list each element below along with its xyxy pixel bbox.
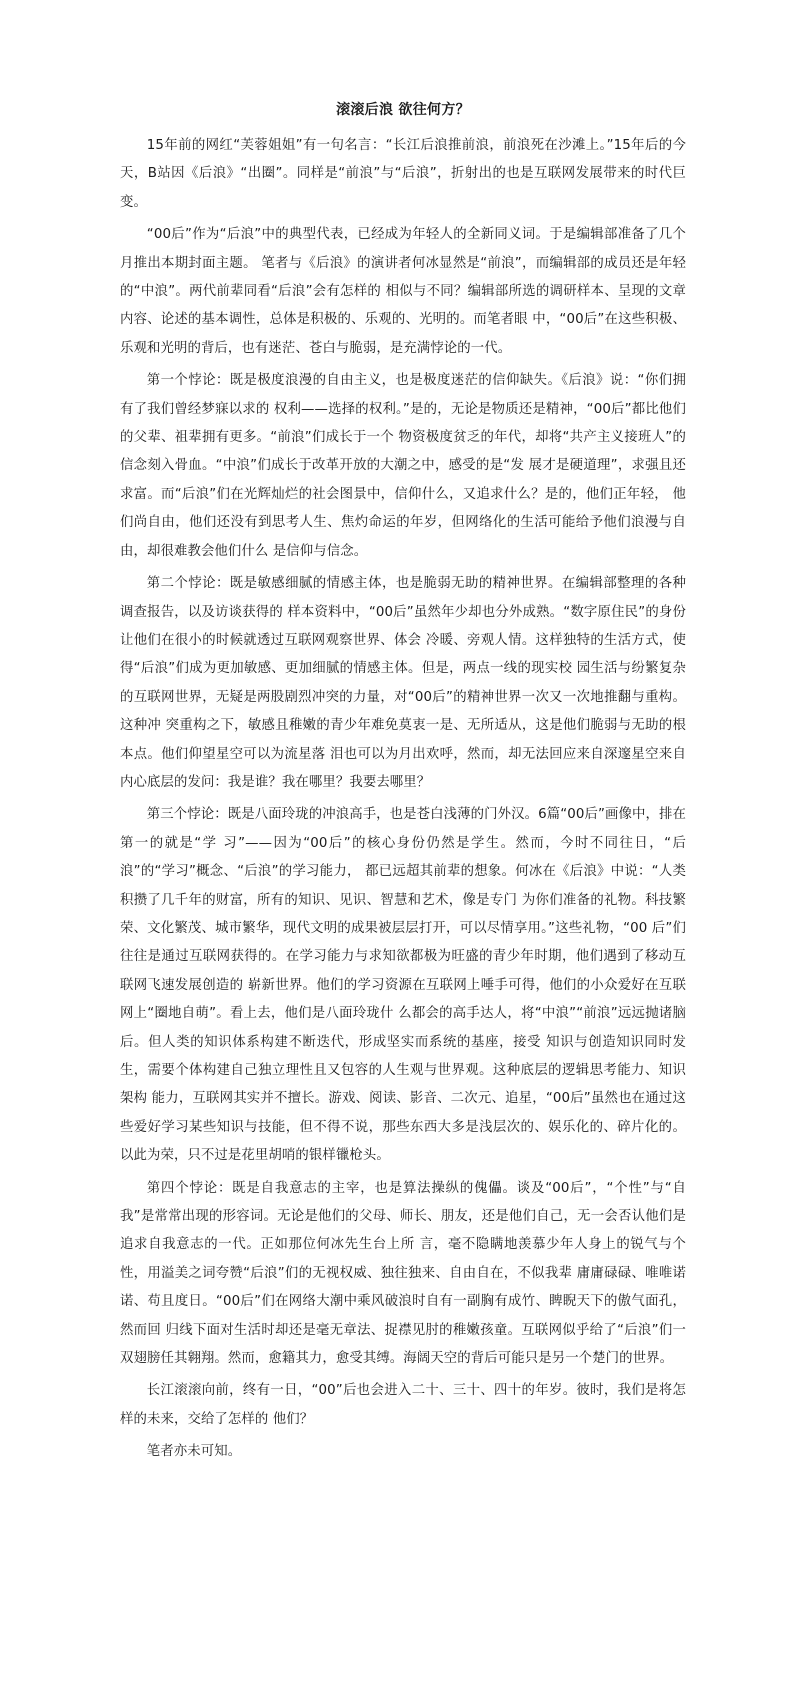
paragraph-paradox-4: 第四个悖论：既是自我意志的主宰，也是算法操纵的傀儡。谈及“00后”，“个性”与“自我”是常常出现的形容词。无论是他们的父母、师长、朋友，还是他们自己，无一会否认他们是追求自我意志的一代。正如那位何冰先生台上所 言，毫不隐瞒地羡慕少年人身上的锐气与个性，用溢美之词夸赞“后浪”们的无视权威、独往独来、自由自在，不似我辈 庸庸碌碌、唯唯诺诺、苟且度日。“00后”们在网络大潮中乘风破浪时自有一副胸有成竹、睥睨天下的傲气面孔，然而回 归线下面对生活时却还是毫无章法、捉襟见肘的稚嫩孩童。互联网似乎给了“后浪”们一双翅膀任其翱翔。然而，愈籍其力，愈受其缚。海阔天空的背后可能只是另一个楚门的世界。 (120, 1180, 686, 1367)
paragraph-paradox-2: 第二个悖论：既是敏感细腻的情感主体，也是脆弱无助的精神世界。在编辑部整理的各种调查报告，以及访谈获得的 样本资料中，“00后”虽然年少却也分外成熟。“数字原住民”的身份让他们在很小的时候就透过互联网观察世界、体会 冷暖、旁观人情。这样独特的生活方式，使得“后浪”们成为更加敏感、更加细腻的情感主体。但是，两点一线的现实校 园生活与纷繁复杂的互联网世界，无疑是两股剧烈冲突的力量，对“00后”的精神世界一次又一次地推翻与重构。这种冲 突重构之下，敏感且稚嫩的青少年难免莫衷一是、无所适从，这是他们脆弱与无助的根本点。他们仰望星空可以为流星落 泪也可以为月出欢呼，然而，却无法回应来自深邃星空来自内心底层的发问：我是谁？我在哪里？我要去哪里？ (120, 576, 686, 790)
paragraph-closing: 笔者亦未可知。 (146, 1444, 242, 1460)
paragraph-paradox-3: 第三个悖论：既是八面玲珑的冲浪高手，也是苍白浅薄的门外汉。6篇“00后”画像中，排在第一的就是“学 习”——因为“00后”的核心身份仍然是学生。然而，今时不同往日，“后浪”的“学习”概念、“后浪”的学习能力， 都已远超其前辈的想象。何冰在《后浪》中说：“人类积攒了几千年的财富，所有的知识、见识、智慧和艺术，像是专门 为你们准备的礼物。科技繁荣、文化繁茂、城市繁华，现代文明的成果被层层打开，可以尽情享用。”这些礼物，“00 后”们往往是通过互联网获得的。在学习能力与求知欲都极为旺盛的青少年时期，他们遇到了移动互联网飞速发展创造的 崭新世界。他们的学习资源在互联网上唾手可得，他们的小众爱好在互联网上“圈地自萌”。看上去，他们是八面玲珑什 么都会的高手达人，将“中浪”“前浪”远远抛诸脑后。但人类的知识体系构建不断迭代，形成坚实而系统的基座，接受 知识与创造知识同时发生，需要个体构建自己独立理性且又包容的人生观与世界观。这种底层的逻辑思考能力、知识架构 能力，互联网其实并不擅长。游戏、阅读、影音、二次元、追星，“00后”虽然也在通过这些爱好学习某些知识与技能，但不得不说，那些东西大多是浅层次的、娱乐化的、碎片化的。以此为荣，只不过是花里胡哨的银样镴枪头。 (120, 807, 686, 1164)
paragraph-conclusion: 长江滚滚向前，终有一日，“00”后也会进入二十、三十、四十的年岁。彼时，我们是将怎样的未来，交给了怎样的 他们？ (120, 1383, 686, 1427)
paragraph-intro: 15年前的网红“芙蓉姐姐”有一句名言：“长江后浪推前浪，前浪死在沙滩上。”15年后的今天，B站因《后浪》“出圈”。同样是“前浪”与“后浪”，折射出的也是互联网发展带来的时代巨变。 (120, 138, 686, 210)
paragraph-background: “00后”作为“后浪”中的典型代表，已经成为年轻人的全新同义词。于是编辑部准备了几个月推出本期封面主题。 笔者与《后浪》的演讲者何冰显然是“前浪”，而编辑部的成员还是年轻的“中浪”。两代前辈同看“后浪”会有怎样的 相似与不同？编辑部所选的调研样本、呈现的文章内容、论述的基本调性，总体是积极的、乐观的、光明的。而笔者眼 中，“00后”在这些积极、乐观和光明的背后，也有迷茫、苍白与脆弱，是充满悖论的一代。 (120, 227, 686, 356)
paragraph-paradox-1: 第一个悖论：既是极度浪漫的自由主义，也是极度迷茫的信仰缺失。《后浪》说：“你们拥有了我们曾经梦寐以求的 权利——选择的权利。”是的，无论是物质还是精神，“00后”都比他们的父辈、祖辈拥有更多。“前浪”们成长于一个 物资极度贫乏的年代，却将“共产主义接班人”的信念刻入骨血。“中浪”们成长于改革开放的大潮之中，感受的是“发 展才是硬道理”，求强且还求富。而“后浪”们在光辉灿烂的社会图景中，信仰什么，又追求什么？是的，他们正年轻， 他们尚自由，他们还没有到思考人生、焦灼命运的年岁，但网络化的生活可能给予他们浪漫与自由，却很难教会他们什么 是信仰与信念。 (120, 373, 686, 559)
article-title: 滚滚后浪 欲往何方？ (336, 102, 470, 118)
article (120, 100, 686, 1471)
